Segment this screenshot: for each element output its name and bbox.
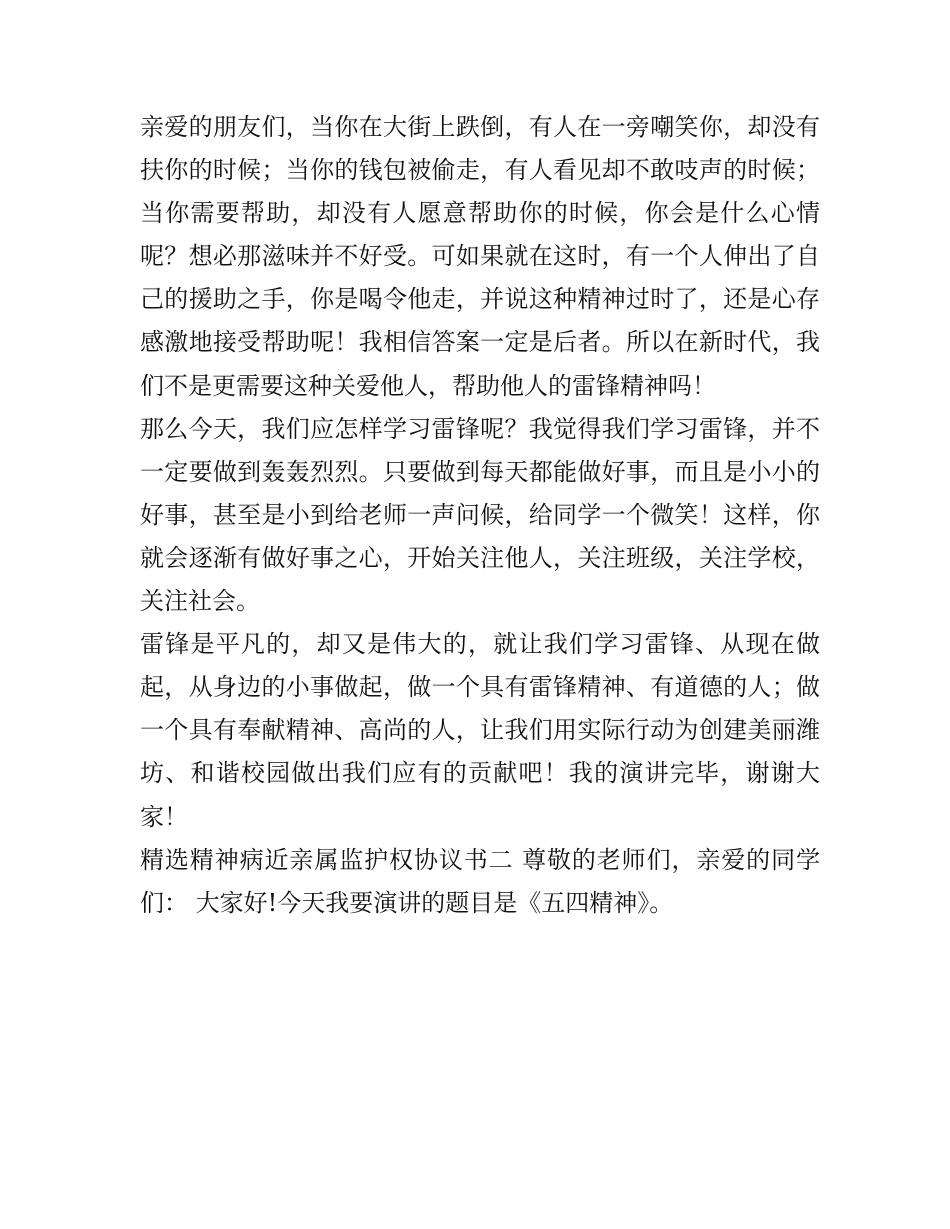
paragraph-2: 那么今天，我们应怎样学习雷锋呢？我觉得我们学习雷锋，并不一定要做到轰轰烈烈。只要做到每天都能做好事，而且是小小的好事，甚至是小到给老师一声问候，给同学一个微笑！这样，你就会逐渐有做好事之心，开始关注他人，关注班级，关注学校，关注社会。	[140, 414, 820, 616]
paragraph-1: 亲爱的朋友们，当你在大街上跌倒，有人在一旁嘲笑你，却没有扶你的时候；当你的钱包被偷走，有人看见却不敢吱声的时候；当你需要帮助，却没有人愿意帮助你的时候，你会是什么心情呢？想必那滋味并不好受。可如果就在这时，有一个人伸出了自己的援助之手，你是喝令他走，并说这种精神过时了，还是心存感激地接受帮助呢！我相信答案一定是后者。所以在新时代，我们不是更需要这种关爱他人，帮助他人的雷锋精神吗！	[140, 113, 820, 400]
paragraph-3: 雷锋是平凡的，却又是伟大的，就让我们学习雷锋、从现在做起，从身边的小事做起，做一个具有雷锋精神、有道德的人；做一个具有奉献精神、高尚的人，让我们用实际行动为创建美丽潍坊、和谐校园做出我们应有的贡献吧！我的演讲完毕，谢谢大家！	[140, 630, 820, 831]
paragraph-4: 精选精神病近亲属监护权协议书二 尊敬的老师们，亲爱的同学们： 大家好!今天我要演讲的题目是《五四精神》。	[140, 845, 820, 917]
document-body	[140, 106, 820, 925]
